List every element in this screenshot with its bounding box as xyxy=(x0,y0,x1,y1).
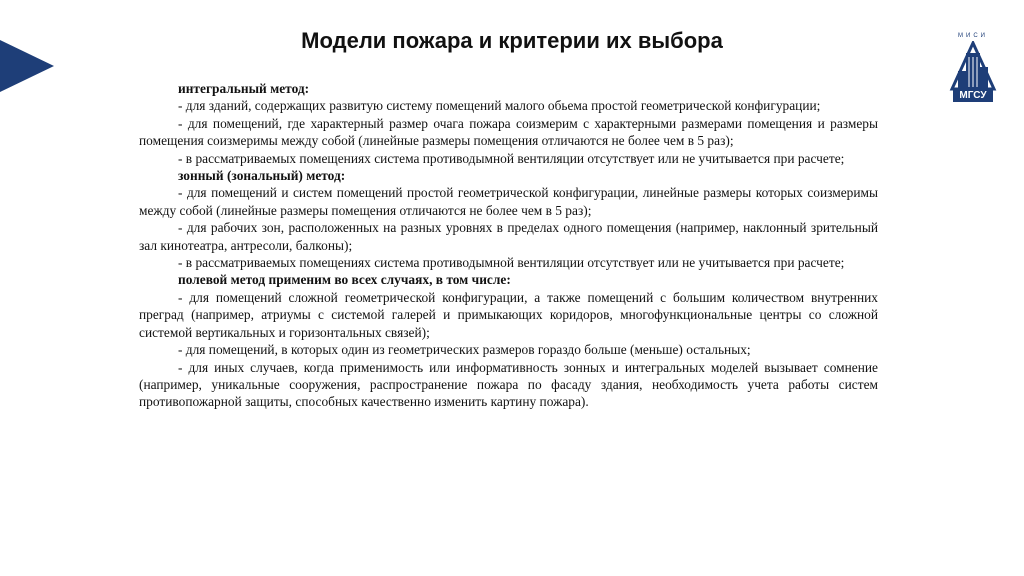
section-heading: зонный (зональный) метод: xyxy=(178,168,346,184)
list-item: - для помещений, где характерный размер очага пожара соизмерим с характерными размерами помещения и размеры помещения соизмеримы между собой (линейные размеры помещения отличаются не более чем в 5 раз); xyxy=(139,115,878,149)
list-item: - для рабочих зон, расположенных на разных уровнях в пределах одного помещения (например, наклонный зрительный зал кинотеатра, антресоли, балконы); xyxy=(139,220,878,253)
list-item: - для помещений, в которых один из геометрических размеров гораздо больше (меньше) остальных; xyxy=(178,342,751,358)
list-item: - для помещений и систем помещений простой геометрической конфигурации, линейные размеры которых соизмеримы между собой (линейные размеры помещения отличаются не более чем в 5 раз); xyxy=(139,185,878,218)
slide-body xyxy=(139,80,878,411)
section-heading: полевой метод применим во всех случаях, в том числе: xyxy=(178,272,511,288)
list-item: - в рассматриваемых помещениях система противодымной вентиляции отсутствует или не учитывается при расчете; xyxy=(178,255,845,271)
list-item: - для помещений сложной геометрической конфигурации, а также помещений с большим количеством внутренних преград (например, атриумы с системой галерей и примыкающих коридоров, многофункциональные центры со сложной системой вертикальных и горизонтальных связей); xyxy=(139,289,878,340)
page-title: Модели пожара и критерии их выбора xyxy=(301,28,723,53)
logo-top-text: МИСИ xyxy=(958,33,988,39)
university-logo xyxy=(948,33,998,103)
logo-bottom-text: МГСУ xyxy=(953,89,993,102)
list-item: - в рассматриваемых помещениях система противодымной вентиляции отсутствует или не учитывается при расчете; xyxy=(178,150,845,166)
list-item: - для иных случаев, когда применимость или информативность зонных и интегральных моделей вызывает сомнение (например, уникальные сооружения, распространение пожара по фасаду здания, необходимость учета работы систем противопожарной защиты, способных качественно изменить картину пожара). xyxy=(139,359,878,410)
section-heading: интегральный метод: xyxy=(178,81,310,96)
building-logo-icon xyxy=(948,41,998,91)
list-item: - для зданий, содержащих развитую систему помещений малого обьема простой геометрической конфигурации; xyxy=(178,98,821,114)
